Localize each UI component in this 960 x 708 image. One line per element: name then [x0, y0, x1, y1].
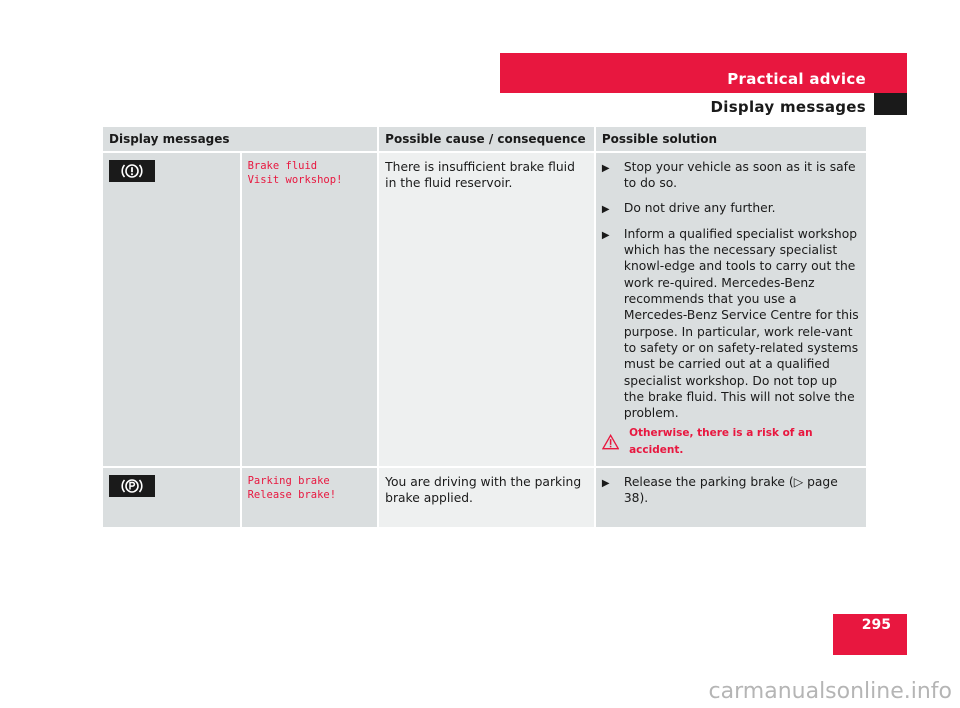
action-text: Do not drive any further. — [623, 200, 776, 215]
cause-cell — [378, 467, 595, 527]
table-row — [103, 152, 866, 467]
cause-text: There is insufficient brake fluid in the fluid reservoir. — [385, 160, 575, 191]
action-text: Release the parking brake (▷ page 38). — [623, 475, 838, 506]
page-number: 295 — [861, 617, 891, 633]
display-message-text: Brake fluid Visit workshop! — [247, 160, 343, 186]
arrow-icon: ▶ — [601, 478, 610, 490]
action-item — [602, 159, 860, 192]
warning-triangle-icon — [602, 434, 619, 450]
solution-cell — [595, 152, 866, 467]
subsection-title: Display messages — [710, 98, 866, 116]
header-solution: Possible solution — [595, 127, 866, 152]
arrow-icon: ▶ — [601, 163, 610, 174]
action-text: Stop your vehicle as soon as it is safe to do so. — [623, 160, 856, 191]
solution-cell — [595, 467, 866, 527]
action-text: Inform a qualified specialist workshop which has the necessary specialist knowl-edge and tools to carry out the work re-quired. Mercedes-Benz recommends that you use a Mercedes-Benz Service Centre for this purpose. In particular, work rele-vant to safety or on safety-related systems must be carried out at a qualified specialist workshop. Do not top up the brake fluid. This will not solve the problem. — [623, 226, 859, 421]
tab-marker — [874, 93, 907, 115]
icon-cell — [103, 467, 241, 527]
cause-text: You are driving with the parking brake applied. — [385, 475, 582, 506]
table-row — [103, 467, 866, 527]
action-item — [602, 474, 860, 507]
parking-brake-icon — [109, 475, 155, 497]
header-cause: Possible cause / consequence — [378, 127, 595, 152]
cause-cell — [378, 152, 595, 467]
display-message-text: Parking brake Release brake! — [247, 475, 337, 502]
header-display-messages: Display messages — [103, 127, 378, 152]
warning-note — [602, 425, 860, 458]
table-header-row — [103, 127, 866, 152]
display-messages-table — [103, 127, 866, 527]
display-message-cell — [241, 467, 379, 527]
display-message-cell — [241, 152, 379, 467]
brake-warning-icon — [109, 160, 155, 182]
action-item — [602, 200, 860, 218]
watermark: carmanualsonline.info — [708, 679, 952, 704]
warning-text: Otherwise, there is a risk of an accident. — [629, 427, 813, 456]
arrow-icon: ▶ — [601, 203, 610, 215]
arrow-icon: ▶ — [601, 229, 610, 241]
action-item — [602, 226, 860, 422]
icon-cell — [103, 152, 241, 467]
section-title: Practical advice — [727, 70, 866, 88]
